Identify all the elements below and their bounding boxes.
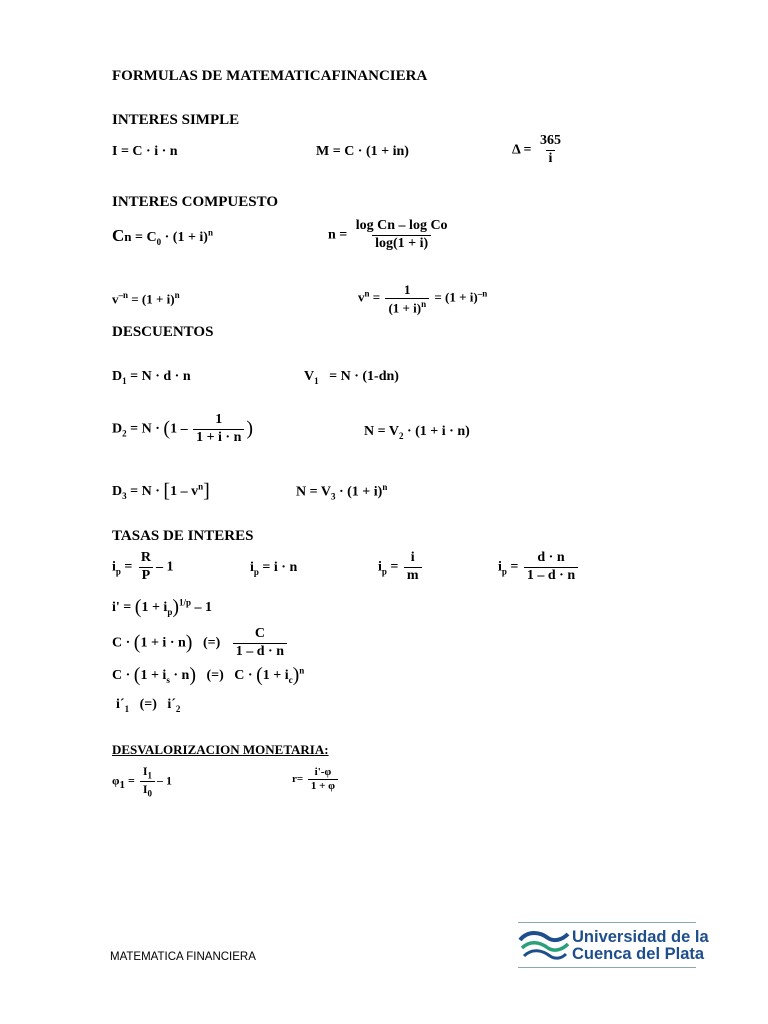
formula-vn: $v^n$ = $\frac{1}{(1 + i)^n}$ = $(1 + i)^{-n}$ bbox=[358, 282, 488, 315]
formula-v-neg-n: $v^{-n} = (1 + i)^n$ bbox=[112, 290, 180, 307]
formula-d1: $D_1 = N \cdot d \cdot n$ bbox=[112, 369, 191, 386]
formula-i-prima: $i' = (1 + i_p)^{1/p} - 1$ bbox=[112, 596, 213, 618]
formula-r: r= $\frac{i'-\varphi}{1 + \varphi}$ bbox=[292, 766, 340, 793]
formula-ip-dn: $i_p$ = $\frac{d \cdot n}{1 - d \cdot n}$ bbox=[498, 550, 580, 585]
formula-n-v2: $N = V_2 \cdot (1 + i \cdot n)$ bbox=[364, 424, 470, 441]
section-desvalorizacion: DESVALORIZACION MONETARIA: bbox=[112, 742, 329, 757]
formula-capital-compuesto: $Cn = C_0 \cdot (1 + i)^n$ bbox=[112, 226, 213, 247]
section-interes-simple: INTERES SIMPLE bbox=[112, 112, 240, 128]
formula-ip-in: $i_p = i \cdot n$ bbox=[250, 560, 298, 577]
formula-phi: $\varphi_1$ = $\frac{I_1}{I_0}$ – 1 bbox=[112, 764, 173, 799]
section-interes-compuesto: INTERES COMPUESTO bbox=[112, 194, 279, 210]
formula-monto-simple: M = C · (1 + in) bbox=[316, 144, 409, 159]
wave-icon bbox=[518, 926, 570, 966]
formula-d2: $D_2 = N \cdot (1$ – $\frac{1}{1 + i \cdot n}$ ) bbox=[112, 412, 254, 445]
formula-ip-im: $i_p$ = $\frac{i}{m}$ bbox=[378, 550, 424, 585]
footer-text: MATEMATICA FINANCIERA bbox=[110, 951, 256, 963]
formula-n-v3: $N = V_3 \cdot (1 + i)^n$ bbox=[296, 482, 388, 502]
formula-d3: $D_3 = N \cdot [1 - v^n]$ bbox=[112, 480, 210, 502]
logo-line-2: Cuenca del Plata bbox=[572, 945, 705, 963]
formula-delta: Δ = $\frac{365}{i}$ bbox=[512, 133, 561, 166]
section-descuentos: DESCUENTOS bbox=[112, 324, 214, 340]
formula-equiv-3: $i´_1$ (=) $i´_2$ bbox=[116, 697, 181, 714]
formula-v1: $V_1 = N \cdot (1-dn)$ bbox=[304, 369, 399, 386]
formula-equiv-1: C · (1 + i · n) (=) $\frac{C}{1 - d \cdot n}$ bbox=[112, 626, 289, 661]
formula-ip-rp: $i_p$ = $\frac{R}{P}$ – 1 bbox=[112, 550, 174, 583]
page-title: FORMULAS DE MATEMATICAFINANCIERA bbox=[112, 68, 428, 84]
formula-n-log: n = $\frac{\text{log Cn – log Co}}{\log(1 + i)}$ bbox=[328, 218, 448, 251]
formula-equiv-2: $C \cdot (1 + i_s \cdot n)$ (=) $C \cdot (1 + i_c)^n$ bbox=[112, 664, 305, 686]
section-tasas: TASAS DE INTERES bbox=[112, 528, 254, 544]
university-logo bbox=[518, 922, 709, 968]
formula-interes-simple: I = C · i · n bbox=[112, 144, 178, 159]
logo-line-1: Universidad de la bbox=[572, 928, 709, 946]
